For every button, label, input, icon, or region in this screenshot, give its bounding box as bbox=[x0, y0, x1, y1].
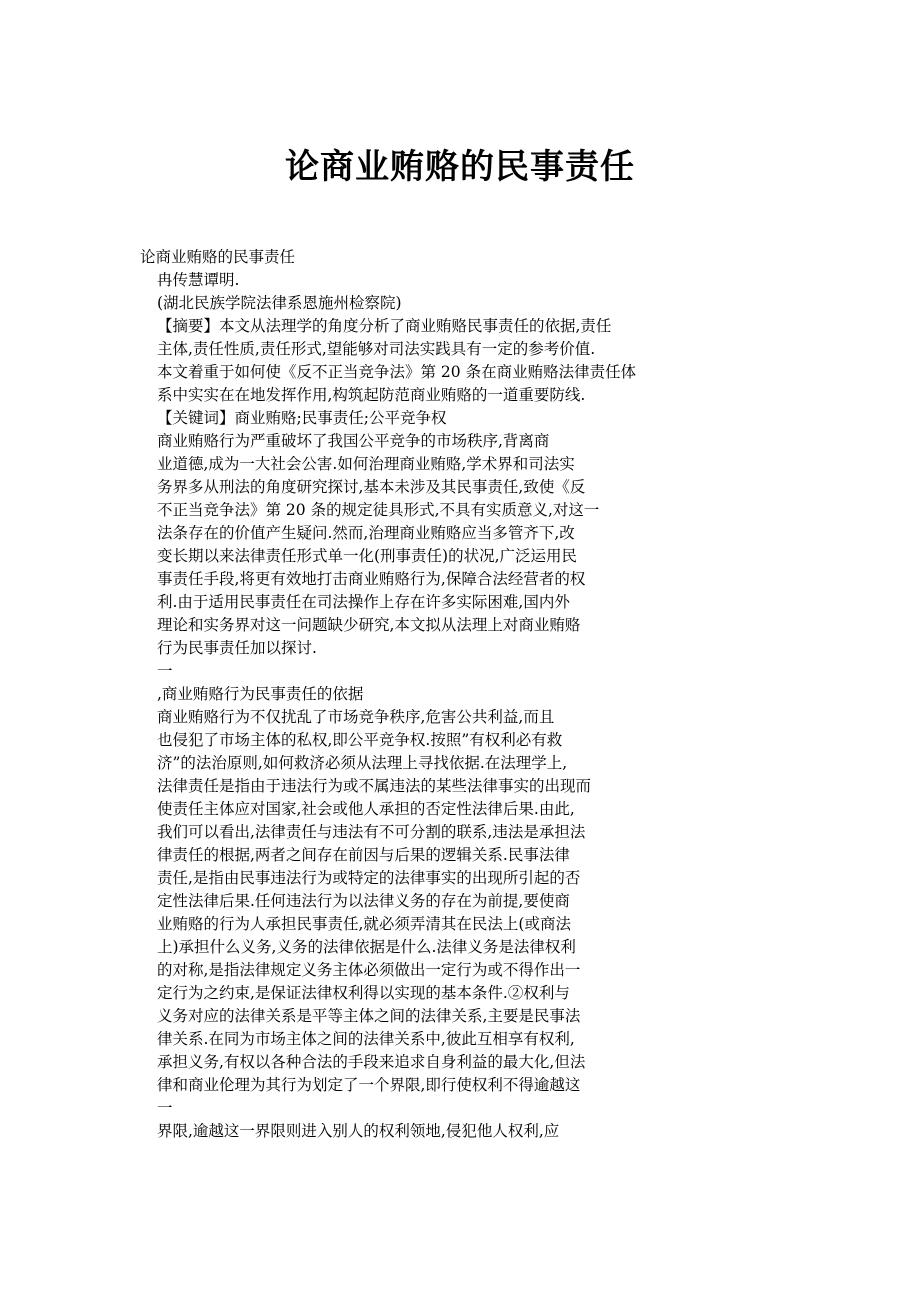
body-line: 律责任的根据,两者之间存在前因与后果的逻辑关系.民事法律 bbox=[157, 846, 570, 864]
body-line: 定性法律后果.任何违法行为以法律义务的存在为前提,要使商 bbox=[157, 892, 570, 910]
body-line: 利.由于适用民事责任在司法操作上存在许多实际困难,国内外 bbox=[157, 593, 570, 611]
section-heading: ,商业贿赂行为民事责任的依据 bbox=[157, 685, 364, 703]
body-line: 定行为之约束,是保证法律权利得以实现的基本条件.②权利与 bbox=[157, 984, 570, 1002]
body-line: 业贿赂的行为人承担民事责任,就必须弄清其在民法上(或商法 bbox=[157, 915, 571, 933]
document-body bbox=[0, 246, 920, 1143]
body-line: 法条存在的价值产生疑问.然而,治理商业贿赂应当多管齐下,改 bbox=[157, 524, 575, 542]
body-line: 业道德,成为一大社会公害.如何治理商业贿赂,学术界和司法实 bbox=[157, 455, 575, 473]
body-line: 上)承担什么义务,义务的法律依据是什么.法律义务是法律权利 bbox=[157, 938, 576, 956]
body-line: 冉传慧谭明. bbox=[157, 271, 240, 289]
body-line: 也侵犯了市场主体的私权,即公平竞争权.按照”有权利必有救 bbox=[157, 731, 563, 749]
body-line: 一 bbox=[157, 662, 173, 680]
body-line: 论商业贿赂的民事责任 bbox=[140, 248, 296, 266]
body-line: 行为民事责任加以探讨. bbox=[157, 639, 317, 657]
body-line: (湖北民族学院法律系恩施州检察院) bbox=[157, 294, 402, 312]
body-line: 的对称,是指法律规定义务主体必须做出一定行为或不得作出一 bbox=[157, 961, 581, 979]
body-line: 律关系.在同为市场主体之间的法律关系中,彼此互相享有权利, bbox=[157, 1030, 575, 1048]
body-line: 商业贿赂行为严重破坏了我国公平竞争的市场秩序,背离商 bbox=[157, 432, 550, 450]
body-line: 务界多从刑法的角度研究探讨,基本未涉及其民事责任,致使《反 bbox=[157, 478, 586, 496]
body-line: 承担义务,有权以各种合法的手段来追求自身利益的最大化,但法 bbox=[157, 1053, 586, 1071]
body-line: 济”的法治原则,如何救济必须从法理上寻找依据.在法理学上, bbox=[157, 754, 568, 772]
body-line: 义务对应的法律关系是平等主体之间的法律关系,主要是民事法 bbox=[157, 1007, 581, 1025]
body-line: 使责任主体应对国家,社会或他人承担的否定性法律后果.由此, bbox=[157, 800, 575, 818]
body-line: 界限,逾越这一界限则进入别人的权利领地,侵犯他人权利,应 bbox=[157, 1122, 560, 1140]
body-line: 主体,责任性质,责任形式,望能够对司法实践具有一定的参考价值. bbox=[157, 340, 596, 358]
body-line: 法律责任是指由于违法行为或不属违法的某些法律事实的出现而 bbox=[157, 777, 592, 795]
body-line: 本文着重于如何使《反不正当竞争法》第 20 条在商业贿赂法律责任体 bbox=[157, 363, 637, 381]
body-line: 责任,是指由民事违法行为或特定的法律事实的出现所引起的否 bbox=[157, 869, 581, 887]
body-line: 我们可以看出,法律责任与违法有不可分割的联系,违法是承担法 bbox=[157, 823, 586, 841]
body-line: 理论和实务界对这一问题缺少研究,本文拟从法理上对商业贿赂 bbox=[157, 616, 581, 634]
body-line: 变长期以来法律责任形式单一化(刑事责任)的状况,广泛运用民 bbox=[157, 547, 578, 565]
body-line: 不正当竞争法》第 20 条的规定徒具形式,不具有实质意义,对这一 bbox=[157, 501, 600, 519]
body-line: 事责任手段,将更有效地打击商业贿赂行为,保障合法经营者的权 bbox=[157, 570, 586, 588]
document-title: 论商业贿赂的民事责任 bbox=[285, 147, 635, 187]
body-line: 【摘要】本文从法理学的角度分析了商业贿赂民事责任的依据,责任 bbox=[157, 317, 612, 335]
body-line: 一 bbox=[157, 1099, 173, 1117]
body-line: 律和商业伦理为其行为划定了一个界限,即行使权利不得逾越这 bbox=[157, 1076, 581, 1094]
body-line: 系中实实在在地发挥作用,构筑起防范商业贿赂的一道重要防线. bbox=[157, 386, 586, 404]
body-line: 商业贿赂行为不仅扰乱了市场竞争秩序,危害公共利益,而且 bbox=[157, 708, 555, 726]
body-line: 【关键词】商业贿赂;民事责任;公平竞争权 bbox=[157, 409, 447, 427]
